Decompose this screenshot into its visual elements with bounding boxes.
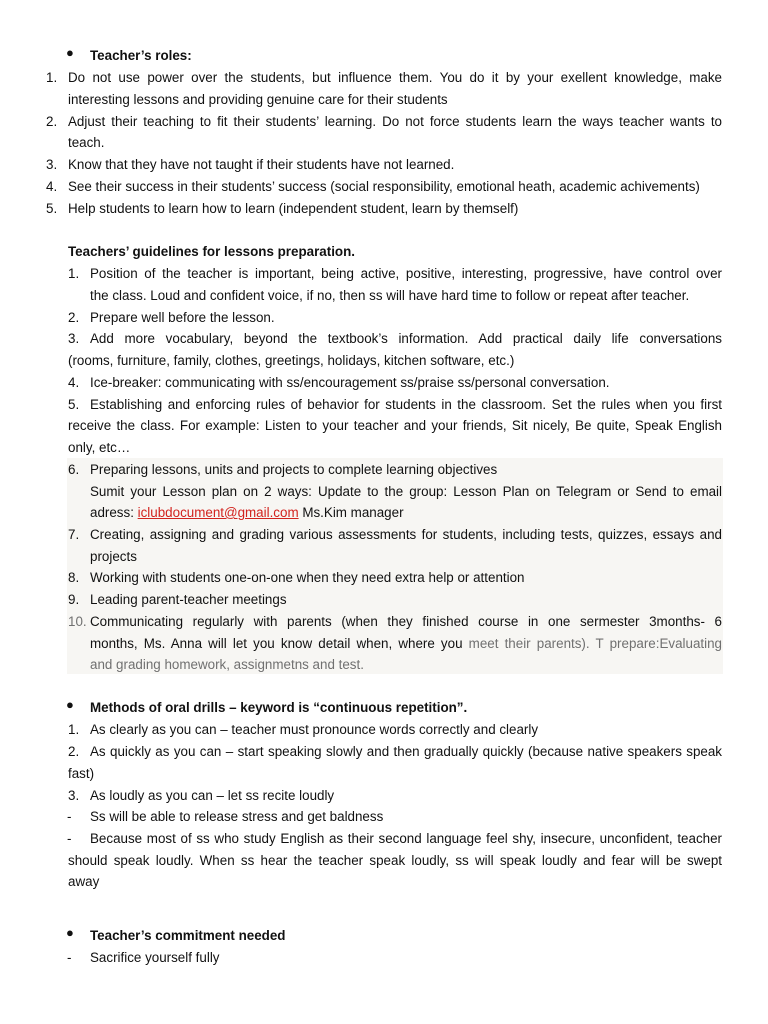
- list-number: 4.: [68, 375, 80, 390]
- list-number: 2.: [68, 744, 80, 759]
- drill-2-line1: As quickly as you can – start speaking slowly and then gradually quickly (because native speakers speak: [90, 744, 722, 759]
- guideline-1-line1: Position of the teacher is important, being active, positive, interesting, progressive, have control over: [90, 266, 722, 281]
- roles-item-4: See their success in their students’ success (social responsibility, emotional heath, academic achivements): [68, 179, 700, 194]
- guideline-8: Working with students one-on-one when they need extra help or attention: [90, 570, 525, 585]
- commitment-dash-1: Sacrifice yourself fully: [90, 950, 220, 965]
- guideline-10-line1: Communicating regularly with parents (when they finished course in one sermester 3months- 6: [90, 614, 722, 629]
- guideline-6-line3: [90, 502, 404, 524]
- address-label: adress:: [90, 505, 138, 520]
- guideline-6-line1: Preparing lessons, units and projects to complete learning objectives: [90, 462, 498, 477]
- list-number: 9.: [68, 592, 80, 607]
- commitment-heading: Teacher’s commitment needed: [90, 928, 286, 943]
- drill-1: As clearly as you can – teacher must pronounce words correctly and clearly: [90, 722, 539, 737]
- dash-marker: -: [67, 809, 72, 824]
- guideline-5-line3: only, etc…: [68, 440, 131, 455]
- guideline-10-part-b: meet their parents). T prepare:Evaluating: [468, 636, 722, 651]
- drill-3: As loudly as you can – let ss recite loudly: [90, 788, 335, 803]
- list-number: 1.: [46, 70, 58, 85]
- drills-heading: Methods of oral drills – keyword is “continuous repetition”.: [90, 700, 468, 715]
- list-number: 2.: [68, 310, 80, 325]
- list-number: 8.: [68, 570, 80, 585]
- guideline-10-line2: [90, 633, 722, 655]
- guideline-3-line1: Add more vocabulary, beyond the textbook’s information. Add practical daily life conversations: [90, 331, 722, 346]
- bullet-icon: ●: [66, 925, 74, 940]
- roles-heading: Teacher’s roles:: [90, 48, 192, 63]
- drill-dash-2-line2: should speak loudly. When ss hear the teacher speak loudly, ss will speak loudly and fear will be swept: [68, 853, 722, 868]
- bullet-icon: ●: [66, 697, 74, 712]
- list-number: 5.: [46, 201, 58, 216]
- guideline-4: Ice-breaker: communicating with ss/encouragement ss/praise ss/personal conversation.: [90, 375, 610, 390]
- list-number: 6.: [68, 462, 80, 477]
- guidelines-heading: Teachers’ guidelines for lessons preparation.: [68, 244, 355, 259]
- list-number: 2.: [46, 114, 58, 129]
- guideline-10-part-a: months, Ms. Anna will let you know detail when, where you: [90, 636, 469, 651]
- drill-dash-2-line3: away: [68, 874, 100, 889]
- bullet-icon: ●: [66, 45, 74, 60]
- list-number: 4.: [46, 179, 58, 194]
- guideline-9: Leading parent-teacher meetings: [90, 592, 287, 607]
- roles-item-3: Know that they have not taught if their students have not learned.: [68, 157, 455, 172]
- list-number: 1.: [68, 266, 80, 281]
- drill-2-line2: fast): [68, 766, 95, 781]
- guideline-3-line2: (rooms, furniture, family, clothes, greetings, holidays, kitchen software, etc.): [68, 353, 515, 368]
- guideline-1-line2: the class. Loud and confident voice, if no, then ss will have hard time to follow or repeat after teacher.: [90, 288, 690, 303]
- roles-item-5: Help students to learn how to learn (independent student, learn by themself): [68, 201, 519, 216]
- guideline-2: Prepare well before the lesson.: [90, 310, 275, 325]
- list-number: 1.: [68, 722, 80, 737]
- guideline-5-line2: receive the class. For example: Listen to your teacher and your friends, Sit nicely, Be quite, Speak English: [68, 418, 722, 433]
- dash-marker: -: [67, 950, 72, 965]
- guideline-10-line3: and grading homework, assignmetns and test.: [90, 657, 364, 672]
- list-number: 3.: [68, 788, 80, 803]
- drill-dash-2-line1: Because most of ss who study English as their second language feel shy, insecure, unconfident, teacher: [90, 831, 722, 846]
- roles-item-2-line1: Adjust their teaching to fit their students’ learning. Do not force students learn the ways teacher wants to: [68, 114, 722, 129]
- manager-label: Ms.Kim manager: [298, 505, 404, 520]
- guideline-7-line2: projects: [90, 549, 137, 564]
- guideline-5-line1: Establishing and enforcing rules of behavior for students in the classroom. Set the rules when you first: [90, 397, 722, 412]
- list-number: 3.: [46, 157, 58, 172]
- email-link[interactable]: iclubdocument@gmail.com: [137, 505, 299, 520]
- list-number: 3.: [68, 331, 80, 346]
- roles-item-1-line2: interesting lessons and providing genuine care for their students: [68, 92, 448, 107]
- guideline-6-line2: Sumit your Lesson plan on 2 ways: Update to the group: Lesson Plan on Telegram or Send to email: [90, 484, 722, 499]
- drill-dash-1: Ss will be able to release stress and get baldness: [90, 809, 384, 824]
- list-number: 5.: [68, 397, 80, 412]
- roles-item-1-line1: Do not use power over the students, but influence them. You do it by your exellent knowledge, make: [68, 70, 722, 85]
- roles-item-2-line2: teach.: [68, 135, 105, 150]
- guideline-7-line1: Creating, assigning and grading various assessments for students, including tests, quizzes, essays and: [90, 527, 722, 542]
- list-number: 7.: [68, 527, 80, 542]
- list-number: 10.: [68, 614, 87, 629]
- dash-marker: -: [67, 831, 72, 846]
